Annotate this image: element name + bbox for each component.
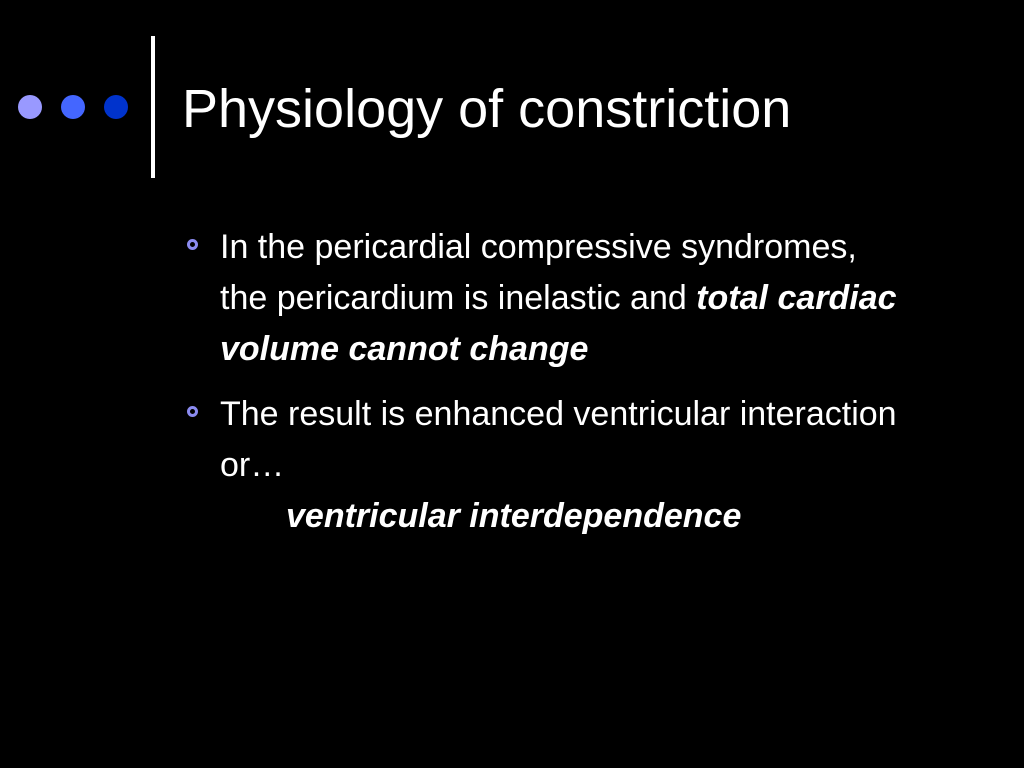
bullet-text: The result is enhanced ventricular interaction or…	[220, 395, 897, 484]
slide-title: Physiology of constriction	[182, 79, 792, 139]
decorative-dot-light	[18, 95, 42, 119]
bullet-item-interaction	[183, 389, 903, 542]
bullet-text: In the pericardial compressive syndromes, the pericardium is inelastic and	[220, 228, 857, 317]
bullet-item-pericardium	[183, 222, 903, 375]
bullet-list	[183, 222, 903, 556]
bullet-emphasis: total cardiac volume cannot change	[220, 279, 897, 368]
bullet-ring-icon	[187, 239, 198, 250]
bullet-emphasis: ventricular interdependence	[286, 497, 742, 535]
decorative-dot-dark	[104, 95, 128, 119]
bullet-ring-icon	[187, 406, 198, 417]
decorative-dot-medium	[61, 95, 85, 119]
title-divider-line	[151, 36, 155, 178]
